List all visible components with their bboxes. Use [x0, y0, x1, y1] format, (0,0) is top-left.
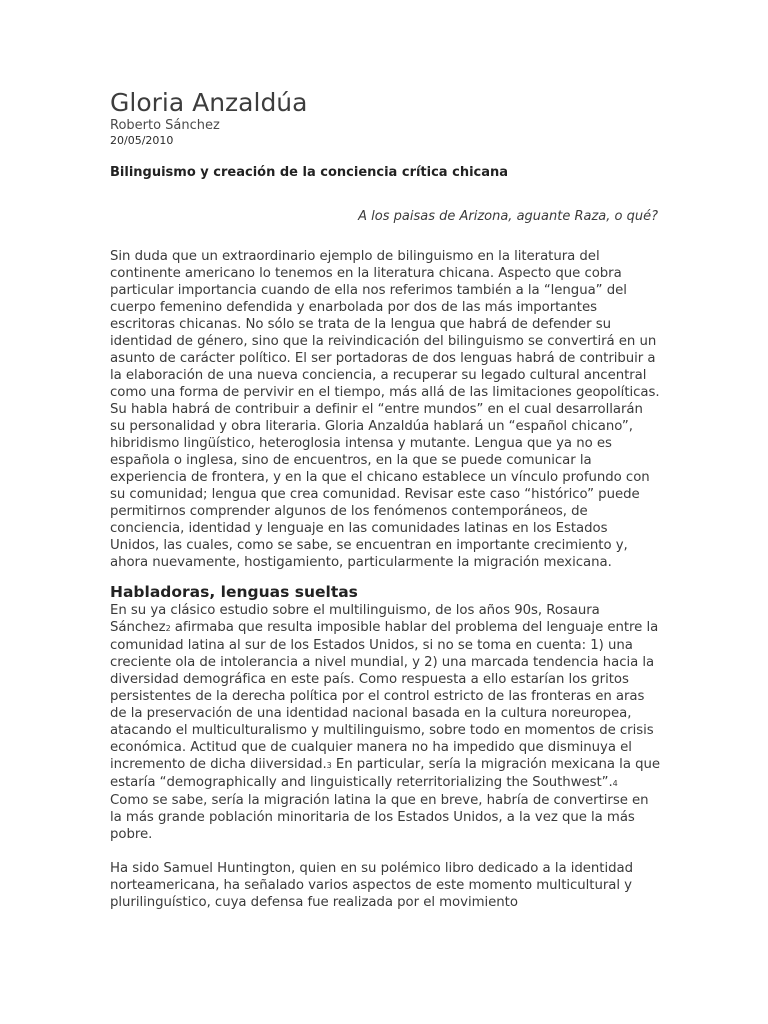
paragraph-2-text-2: afirmaba que resulta imposible hablar del problema del lenguaje entre la comunidad latina al sur de los Estados Unidos, si no se toma en cuenta: 1) una creciente ola de intolerancia a nivel mundial, y 2) una marcada tendencia hacia la diversidad demográfica en este país. Como respuesta a ello estarían los gritos persistentes de la derecha política por el control estricto de las fronteras en aras de la preservación de una identidad nacional basada en la cultura noreuropea, atacando el multiculturalismo y multilinguismo, sobre todo en momentos de crisis económica. Actitud que de cualquier manera no ha impedido que disminuya el incremento de dicha diiversidad.: [110, 620, 659, 772]
document-page: [110, 88, 660, 911]
paragraph-2-text-1: En su ya clásico estudio sobre el multilinguismo, de los años 90s, Rosaura Sánchez: [110, 603, 600, 635]
publication-date: 20/05/2010: [110, 134, 174, 147]
author-name: Roberto Sánchez: [110, 118, 220, 133]
paragraph-2-text-4: Como se sabe, sería la migración latina la que en breve, habría de convertirse en la más grande población minoritaria de los Estados Unidos, a la vez que la más pobre.: [110, 793, 649, 842]
body-paragraph-2: [110, 602, 660, 843]
epigraph: A los paisas de Arizona, aguante Raza, o qué?: [358, 209, 658, 224]
footnote-ref-4: 4: [612, 779, 618, 788]
document-subtitle: Bilinguismo y creación de la conciencia crítica chicana: [110, 165, 509, 180]
section-heading: Habladoras, lenguas sueltas: [110, 583, 358, 601]
paragraph-2-text-3: En particular, sería la migración mexicana la que estaría “demographically and linguistically reterritorializing the Southwest”.: [110, 757, 661, 790]
document-title: Gloria Anzaldúa: [110, 88, 308, 117]
footnote-ref-2: 2: [165, 624, 171, 633]
body-paragraph-1: Sin duda que un extraordinario ejemplo de bilinguismo en la literatura del continente americano lo tenemos en la literatura chicana. Aspecto que cobra particular importancia cuando de ella nos referimos también a la “lengua” del cuerpo femenino defendida y enarbolada por dos de las más importantes escritoras chicanas. No sólo se trata de la lengua que habrá de defender su identidad de género, sino que la reivindicación del bilinguismo se convertirá en un asunto de carácter político. El ser portadoras de dos lenguas habrá de contribuir a la elaboración de una nueva conciencia, a recuperar su legado cultural ancentral como una forma de pervivir en el tiempo, más allá de las limitaciones geopolíticas. Su habla habrá de contribuir a definir el “entre mundos” en el cual desarrollarán su personalidad y obra literaria. Gloria Anzaldúa hablará un “español chicano”, hibridismo lingüístico, heteroglosia intensa y mutante. Lengua que ya no es española o inglesa, sino de encuentros, en la que se puede comunicar la experiencia de frontera, y en la que el chicano establece un vínculo profundo con su comunidad; lengua que crea comunidad. Revisar este caso “histórico” puede permitirnos comprender algunos de los fenómenos contemporáneos, de conciencia, identidad y lenguaje en las comunidades latinas en los Estados Unidos, las cuales, como se sabe, se encuentran en importante crecimiento y, ahora nuevamente, hostigamiento, particularmente la migración mexicana.: [110, 249, 660, 570]
body-paragraph-3: Ha sido Samuel Huntington, quien en su polémico libro dedicado a la identidad norteamericana, ha señalado varios aspectos de este momento multicultural y plurilinguístico, cuya defensa fue realizada por el movimiento: [110, 861, 633, 910]
footnote-ref-3: 3: [326, 761, 332, 770]
